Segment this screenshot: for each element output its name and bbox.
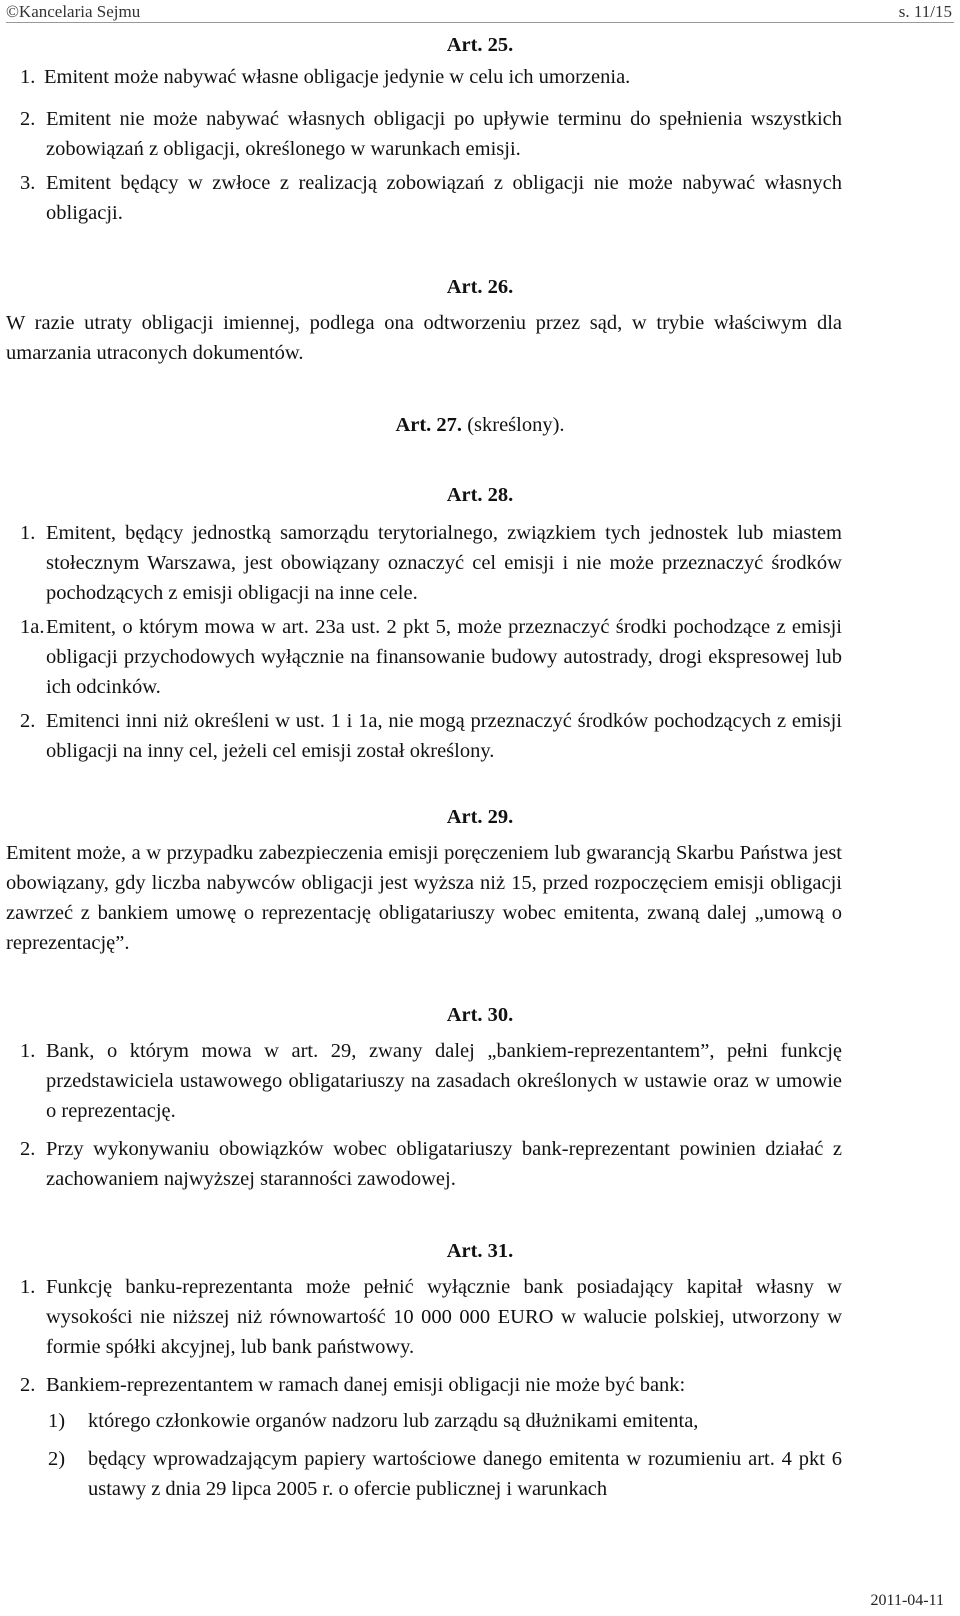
article-29-para-1: Emitent może, a w przypadku zabezpieczenia emisji poręczeniem lub gwarancją Skarbu Państwa jest obowiązany, gdy liczba nabywców obligacji jest wyższa niż 15, przed rozpoczęciem emisji obligacji zawrzeć z bankiem umowę o reprezentację obligatariuszy wobec emitenta, zwaną dalej „umową o reprezentację”. xyxy=(6,842,842,954)
para-text: Emitent nie może nabywać własnych obligacji po upływie terminu do spełnienia wszystkich zobowiązań z obligacji, określonego w warunkach emisji. xyxy=(46,108,842,160)
article-30-title: Art. 30. xyxy=(446,1004,514,1026)
article-31-para-1 xyxy=(20,1272,842,1362)
article-31-point-2 xyxy=(48,1444,842,1504)
para-number: 1. xyxy=(20,1040,36,1062)
article-27-heading: Art. 27. xyxy=(395,414,463,436)
para-number: 2. xyxy=(20,1374,36,1396)
para-number: 1. xyxy=(20,1276,36,1298)
article-31-para-2 xyxy=(20,1370,842,1400)
article-25-para-1 xyxy=(20,62,842,92)
article-26-para-1: W razie utraty obligacji imiennej, podlega ona odtworzeniu przez sąd, w trybie właściwym dla umarzania utraconych dokumentów. xyxy=(6,312,842,364)
article-31-title: Art. 31. xyxy=(446,1240,514,1262)
para-text: Przy wykonywaniu obowiązków wobec obligatariuszy bank-reprezentant powinien działać z zachowaniem najwyższej staranności zawodowej. xyxy=(46,1138,842,1190)
article-30-para-1 xyxy=(20,1036,842,1126)
para-text: Emitent, o którym mowa w art. 23a ust. 2 pkt 5, może przeznaczyć środki pochodzące z emisji obligacji przychodowych wyłącznie na finansowanie budowy autostrady, drogi ekspresowej lub ich odcinków. xyxy=(46,616,842,698)
article-25-title: Art. 25. xyxy=(446,34,514,56)
article-25-para-2 xyxy=(20,104,842,164)
article-27-note: (skreślony). xyxy=(467,414,565,436)
para-text: Emitent będący w zwłoce z realizacją zobowiązań z obligacji nie może nabywać własnych obligacji. xyxy=(46,172,842,224)
article-29-title: Art. 29. xyxy=(446,806,514,828)
para-text: Emitent może nabywać własne obligacje jedynie w celu ich umorzenia. xyxy=(44,66,631,88)
article-31-point-1 xyxy=(48,1406,842,1436)
para-number: 3. xyxy=(20,172,36,194)
para-number: 2. xyxy=(20,1138,36,1160)
point-number: 2) xyxy=(48,1448,66,1470)
para-number: 2. xyxy=(20,710,36,732)
article-28-para-2 xyxy=(20,706,842,766)
para-number: 2. xyxy=(20,108,36,130)
article-28-title: Art. 28. xyxy=(446,484,514,506)
article-30-para-2 xyxy=(20,1134,842,1194)
para-text: Funkcję banku-reprezentanta może pełnić wyłącznie bank posiadający kapitał własny w wysokości nie niższej niż równowartość 10 000 000 EURO w walucie polskiej, utworzony w formie spółki akcyjnej, lub bank państwowy. xyxy=(46,1276,842,1358)
point-number: 1) xyxy=(48,1410,66,1432)
header-rule xyxy=(6,22,954,23)
para-text: Bank, o którym mowa w art. 29, zwany dalej „bankiem-reprezentantem”, pełni funkcję przedstawiciela ustawowego obligatariuszy na zasadach określonych w ustawie oraz w umowie o reprezentację. xyxy=(46,1040,842,1122)
article-27-title xyxy=(0,414,960,437)
point-text: którego członkowie organów nadzoru lub zarządu są dłużnikami emitenta, xyxy=(88,1410,699,1432)
para-text: Emitent, będący jednostką samorządu terytorialnego, związkiem tych jednostek lub miastem stołecznym Warszawa, jest obowiązany oznaczyć cel emisji i nie może przeznaczyć środków pochodzących z emisji obligacji na inne cele. xyxy=(46,522,842,604)
article-28-para-1 xyxy=(20,518,842,608)
para-number: 1. xyxy=(20,522,36,544)
article-25-para-3 xyxy=(20,168,842,228)
para-number: 1a. xyxy=(20,616,45,638)
article-28-para-1a xyxy=(20,612,842,702)
para-text: Bankiem-reprezentantem w ramach danej emisji obligacji nie może być bank: xyxy=(46,1374,686,1396)
point-text: będący wprowadzającym papiery wartościowe danego emitenta w rozumieniu art. 4 pkt 6 ustawy z dnia 29 lipca 2005 r. o ofercie publicznej i warunkach xyxy=(88,1448,842,1500)
para-number: 1. xyxy=(20,66,36,88)
article-26-title: Art. 26. xyxy=(446,276,514,298)
para-text: Emitenci inni niż określeni w ust. 1 i 1a, nie mogą przeznaczyć środków pochodzących z emisji obligacji na inny cel, jeżeli cel emisji został określony. xyxy=(46,710,842,762)
header-copyright: ©Kancelaria Sejmu xyxy=(6,2,141,21)
header-page-number: s. 11/15 xyxy=(898,2,952,21)
footer-date: 2011-04-11 xyxy=(870,1592,944,1609)
